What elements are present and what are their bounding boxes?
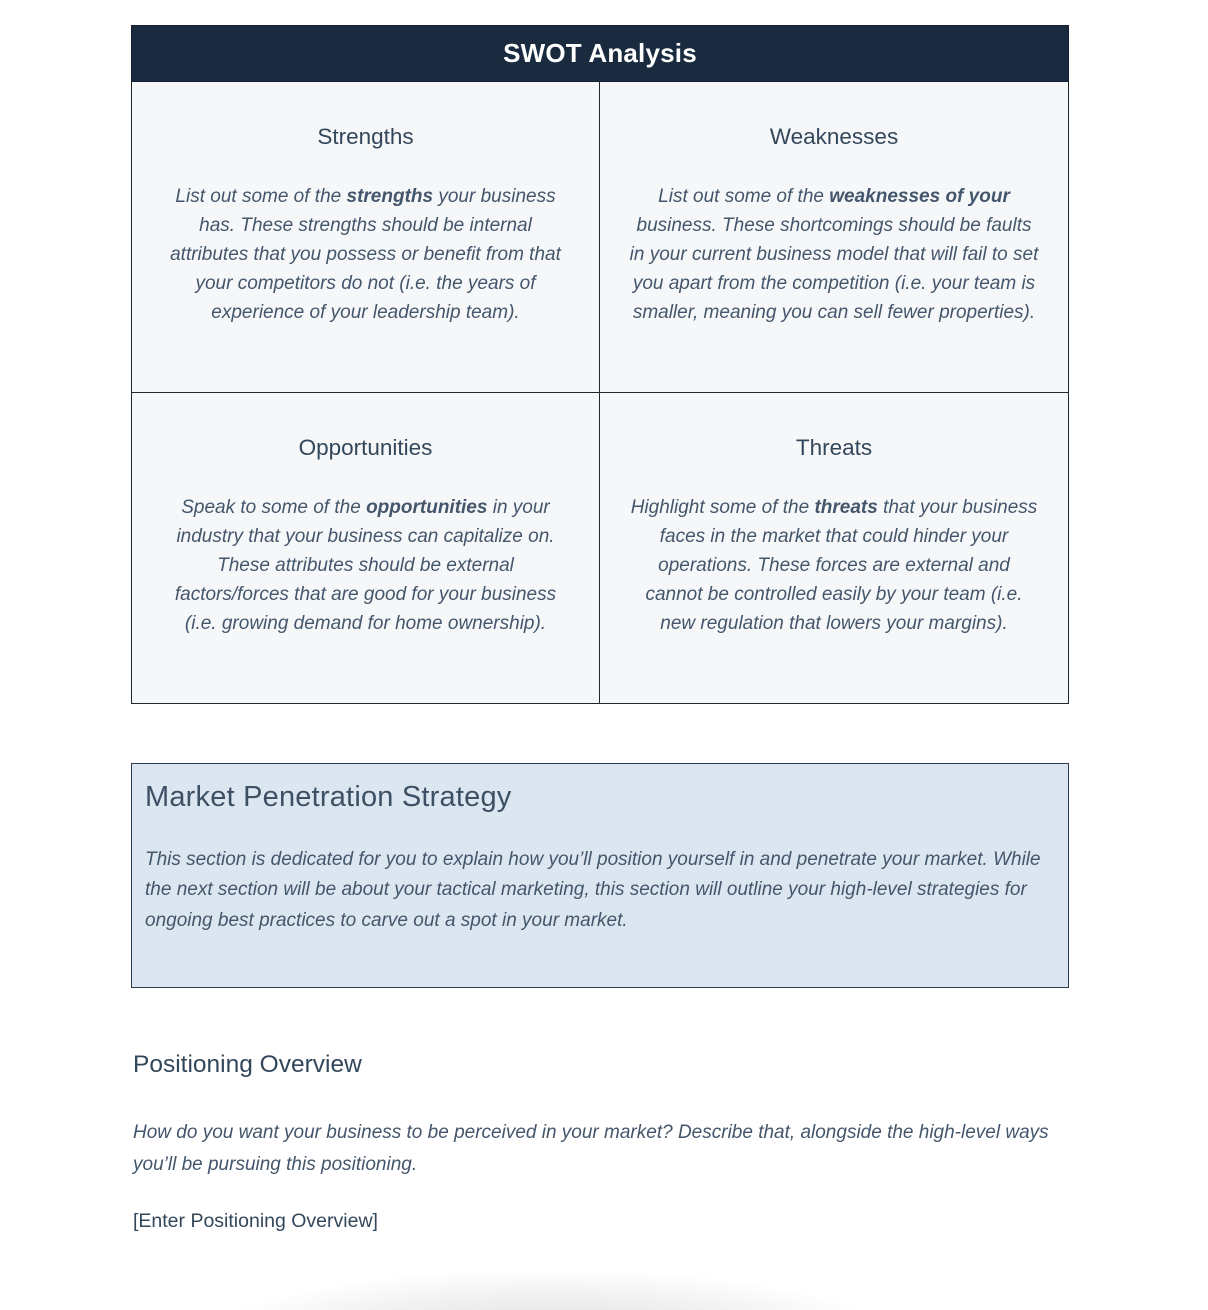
positioning-section	[133, 1051, 1073, 1233]
market-penetration-title: Market Penetration Strategy	[145, 781, 512, 813]
strengths-description-post: your business has. These strengths should be internal attributes that you possess or benefit from that your competitors do not (i.e. the years of experience of your leadership team).	[170, 186, 561, 323]
weaknesses-description-post: business. These shortcomings should be faults in your current business model that will fail to set you apart from the competition (i.e. your team is smaller, meaning you can sell fewer properties).	[629, 214, 1039, 323]
opportunities-description-pre: Speak to some of the	[181, 497, 367, 518]
opportunities-description-post: in your industry that your business can capitalize on. These attributes should be external factors/forces that are good for your business (i.e. growing demand for home ownership).	[174, 497, 557, 634]
threats-description-bold: threats	[814, 497, 878, 518]
strengths-description	[160, 183, 571, 327]
positioning-overview-placeholder[interactable]: [Enter Positioning Overview]	[133, 1209, 378, 1232]
weaknesses-description-bold: weaknesses of your	[829, 186, 1010, 207]
swot-cell-strengths	[132, 82, 600, 393]
swot-cell-threats	[600, 393, 1068, 703]
market-penetration-description: This section is dedicated for you to explain how you’ll position yourself in and penetrate your market. While the next section will be about your tactical marketing, this section will outline your high-level strategies for ongoing best practices to carve out a spot in your market.	[145, 849, 1041, 931]
opportunities-description-bold: opportunities	[366, 497, 488, 518]
swot-table-header	[131, 25, 1069, 82]
swot-cell-opportunities	[132, 393, 600, 703]
weaknesses-description-pre: List out some of the	[658, 186, 830, 207]
strengths-description-bold: strengths	[346, 186, 434, 207]
market-penetration-card	[131, 763, 1069, 988]
positioning-overview-heading: Positioning Overview	[133, 1051, 362, 1078]
swot-cell-weaknesses	[600, 82, 1068, 393]
threats-description-post: that your business faces in the market that could hinder your operations. These forces are external and cannot be controlled easily by your team (i.e. new regulation that lowers your margins).	[645, 497, 1038, 634]
threats-description	[628, 494, 1040, 638]
positioning-overview-description: How do you want your business to be perceived in your market? Describe that, alongside the high-level ways you’ll be pursuing this positioning.	[133, 1122, 1049, 1175]
weaknesses-title: Weaknesses	[769, 124, 899, 149]
swot-table-title: SWOT Analysis	[503, 38, 697, 68]
threats-title: Threats	[795, 435, 873, 460]
swot-analysis-table	[131, 25, 1069, 704]
threats-description-pre: Highlight some of the	[630, 497, 815, 518]
page-bottom-shadow	[165, 1235, 935, 1310]
weaknesses-description	[628, 183, 1040, 327]
swot-quadrant-grid	[131, 82, 1069, 704]
strengths-description-pre: List out some of the	[175, 186, 347, 207]
opportunities-description	[160, 494, 571, 638]
opportunities-title: Opportunities	[298, 435, 433, 460]
strengths-title: Strengths	[317, 124, 414, 149]
